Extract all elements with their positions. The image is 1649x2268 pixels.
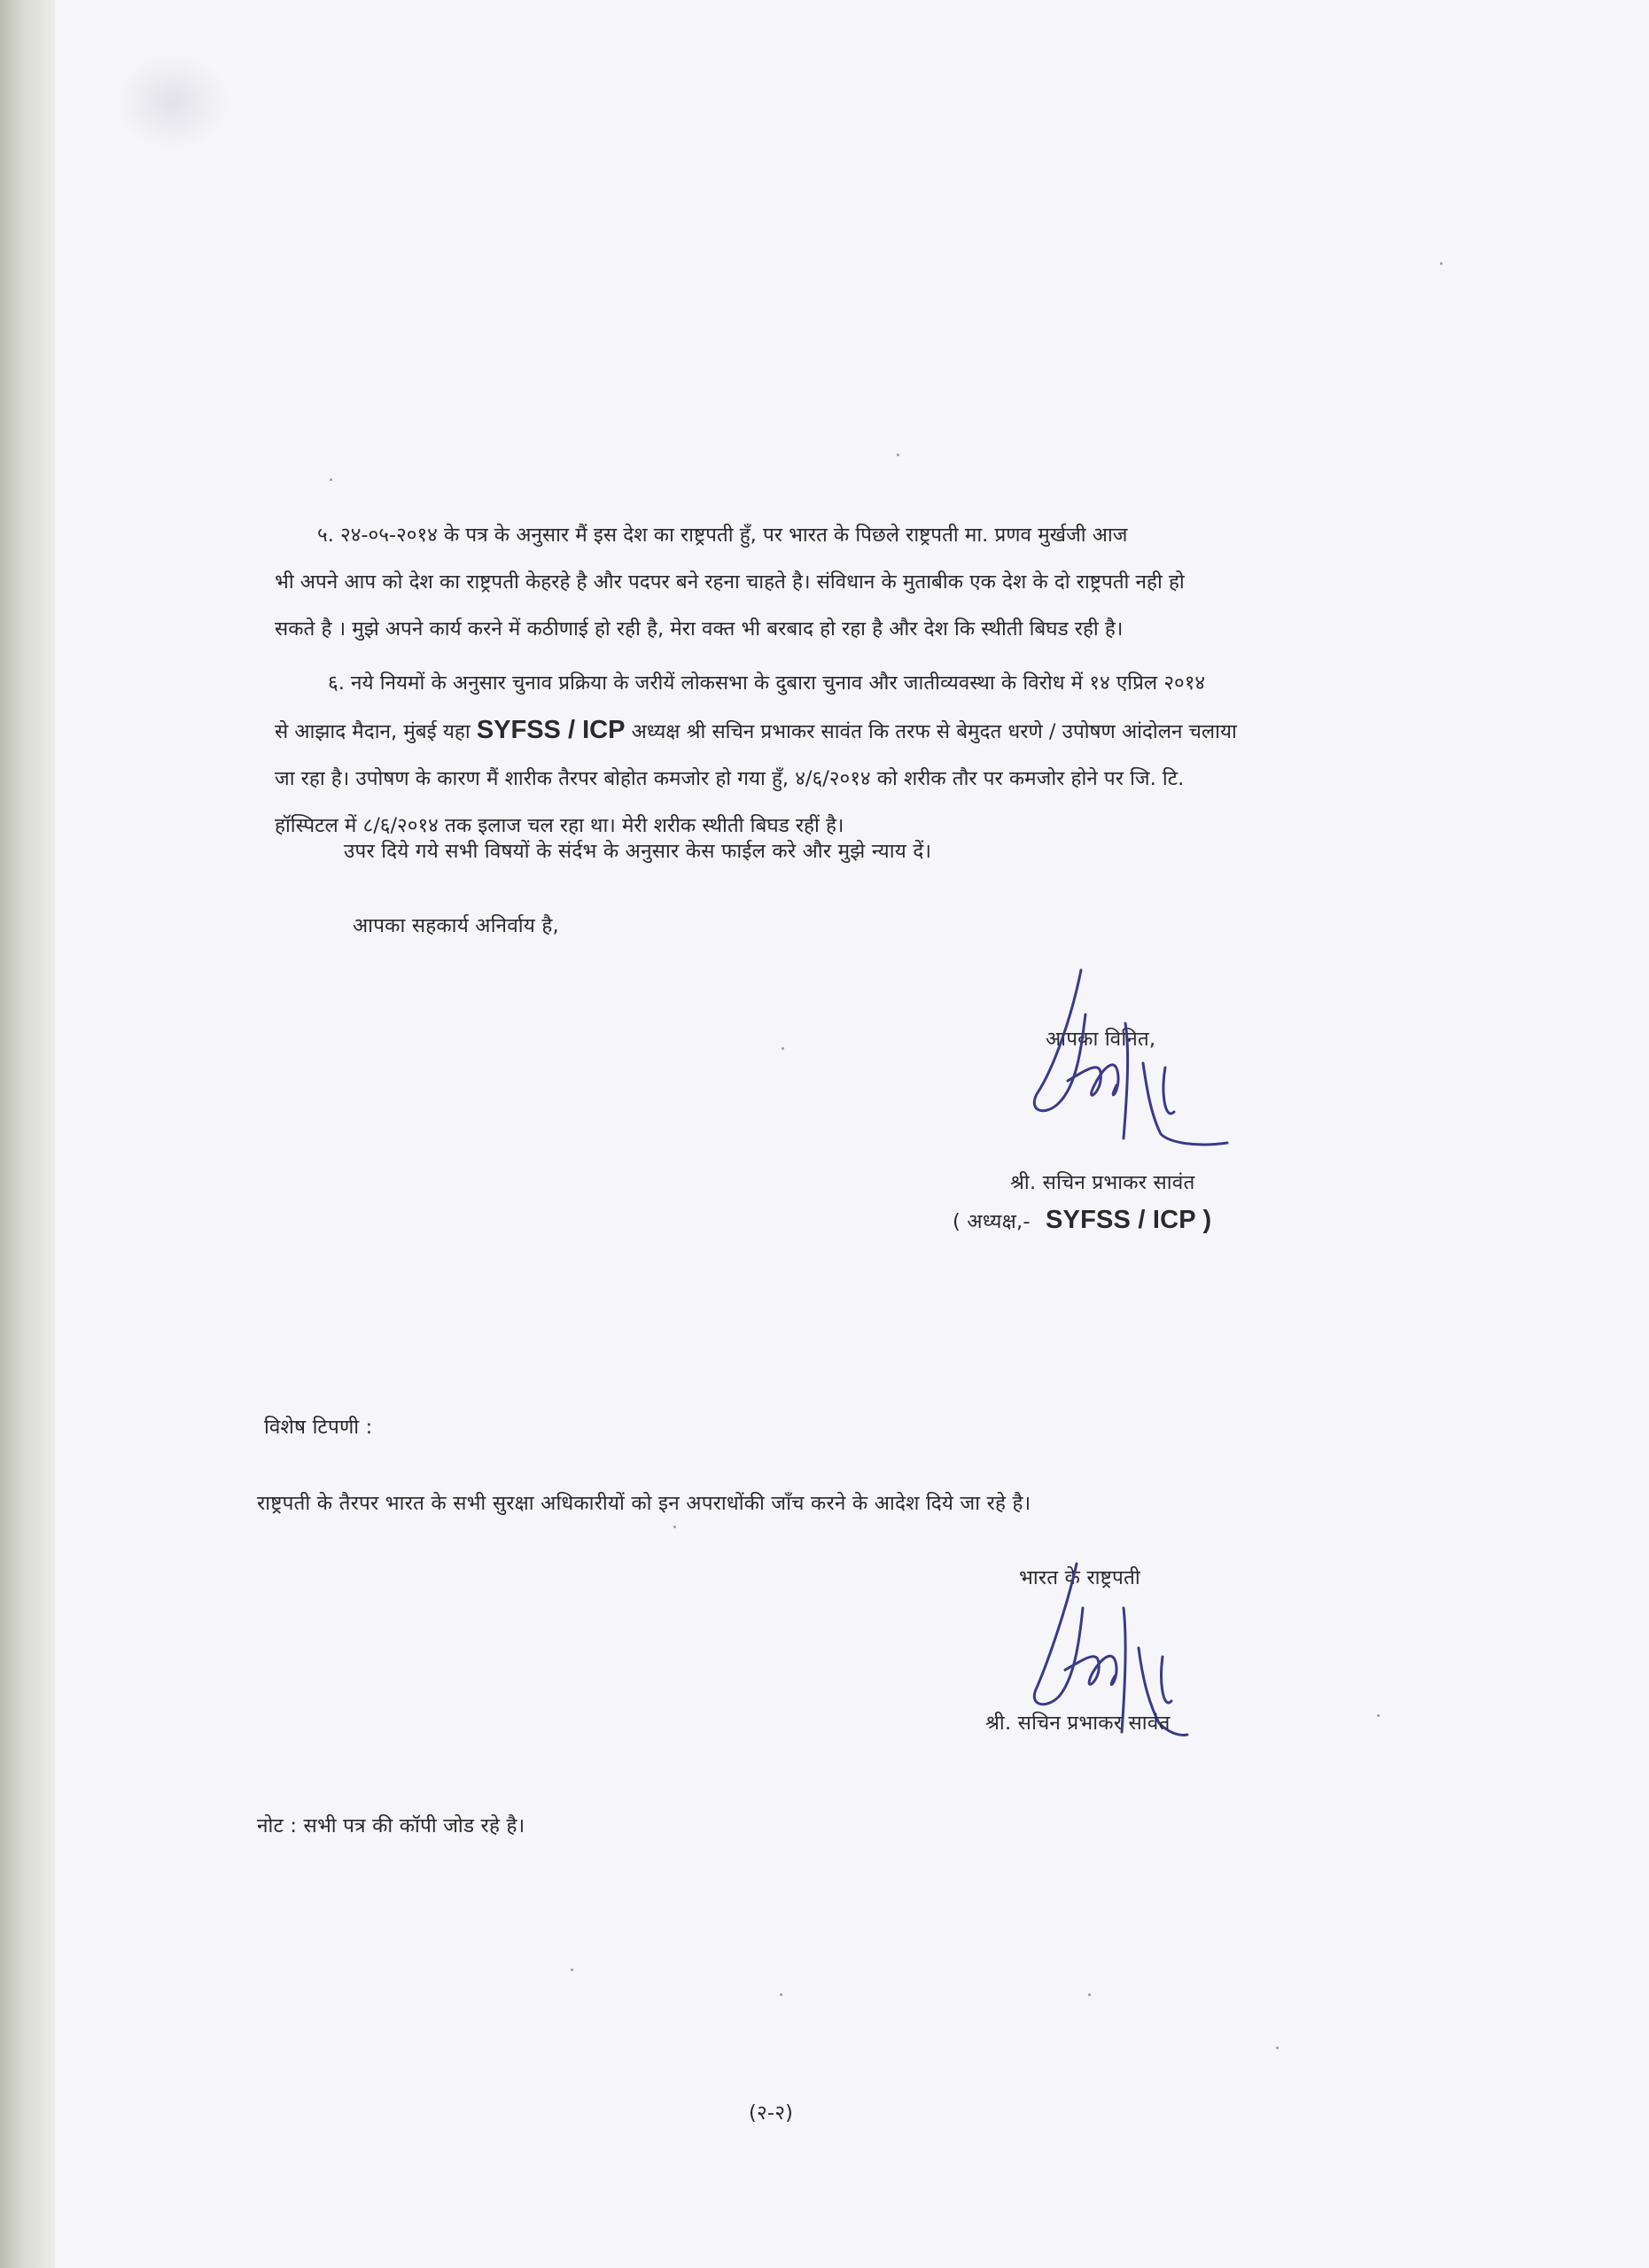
- paragraph-5-line-1: ५. २४-०५-२०१४ के पत्र के अनुसार मैं इस देश का राष्ट्रपती हुँ, पर भारत के पिछले राष्ट्रपती मा. प्रणव मुर्खजी आज: [317, 524, 1128, 547]
- footnote: नोट : सभी पत्र की कॉपी जोड रहे है।: [257, 1814, 525, 1837]
- special-note-designation: भारत के राष्ट्रपती: [1019, 1566, 1140, 1589]
- scan-speck: [1440, 262, 1443, 265]
- paragraph-6-line-2-end: अध्यक्ष श्री सचिन प्रभाकर सावंत कि तरफ से बेमुदत धरणे / उपोषण आंदोलन चलाया: [631, 720, 1237, 743]
- scan-speck: [571, 1969, 573, 1971]
- paragraph-6-line-2: [275, 707, 1365, 756]
- page-number: (२-२): [749, 2101, 794, 2124]
- special-note-text: राष्ट्रपती के तैरपर भारत के सभी सुरक्षा अधिकारीयों को इन अपराधोंकी जाँच करने के आदेश दिये जा रहे है।: [257, 1492, 1031, 1515]
- paragraph-6-line-1: ६. नये नियमों के अनुसार चुनाव प्रक्रिया के जरीयें लोकसभा के दुबारा चुनाव और जातीव्यवस्था के विरोध में १४ एप्रिल २०१४: [328, 672, 1206, 695]
- paper-stain: [115, 53, 230, 151]
- closing-name: श्री. सचिन प्रभाकर सावंत: [1010, 1171, 1195, 1194]
- document-page: [55, 0, 1649, 2268]
- cooperation-line: आपका सहकार्य अनिर्वाय है,: [353, 914, 559, 937]
- special-note-name: श्री. सचिन प्रभाकर सावंत: [985, 1712, 1171, 1735]
- paragraph-6-line-4: हॉस्पिटल में ८/६/२०१४ तक इलाज चल रहा था। मेरी शरीक स्थीती बिघड रहीं है।: [275, 814, 844, 837]
- closing-title-prefix: ( अध्यक्ष,-: [953, 1210, 1031, 1233]
- paragraph-5-line-3: सकते है । मुझे अपने कार्य करने में कठीणाई हो रही है, मेरा वक्त भी बरबाद हो रहा है और देश कि स्थीती बिघड रही है।: [275, 617, 1124, 641]
- paragraph-6-line-3: जा रहा है। उपोषण के कारण मैं शारीक तैरपर बोहोत कमजोर हो गया हुँ, ४/६/२०१४ को शरीक तौर पर कमजोर होने पर जि. टि.: [275, 767, 1185, 790]
- scan-speck: [1088, 1993, 1091, 1996]
- scan-speck: [1377, 1714, 1380, 1717]
- scan-speck: [1276, 2047, 1279, 2049]
- signature-1: [1019, 961, 1241, 1174]
- closing-title: [953, 1207, 1211, 1235]
- paragraph-6: [275, 660, 1365, 850]
- scan-speck: [673, 1526, 676, 1528]
- paragraph-5-line-2: भी अपने आप को देश का राष्ट्रपती केहरहे है और पदपर बने रहना चाहते है। संविधान के मुताबीक एक देश के दो राष्ट्रपती नही हो: [275, 571, 1185, 594]
- scanner-edge: [0, 0, 55, 2268]
- paragraph-6-line-2-start: से आझाद मैदान, मुंबई यहा: [275, 720, 471, 743]
- scan-speck: [330, 478, 332, 481]
- request-line: उपर दिये गये सभी विषयों के संर्दभ के अनुसार केस फाईल करे और मुझे न्याय दें।: [344, 840, 932, 863]
- special-note-heading: विशेष टिपणी :: [264, 1416, 373, 1439]
- closing-salutation: आपका विनित,: [1046, 1028, 1156, 1051]
- scan-speck: [782, 1047, 784, 1050]
- paragraph-5: [275, 512, 1365, 653]
- scan-speck: [897, 454, 899, 456]
- scan-speck: [780, 1993, 782, 1996]
- organization-name: SYFSS / ICP: [476, 716, 626, 744]
- closing-title-org: SYFSS / ICP ): [1046, 1206, 1212, 1234]
